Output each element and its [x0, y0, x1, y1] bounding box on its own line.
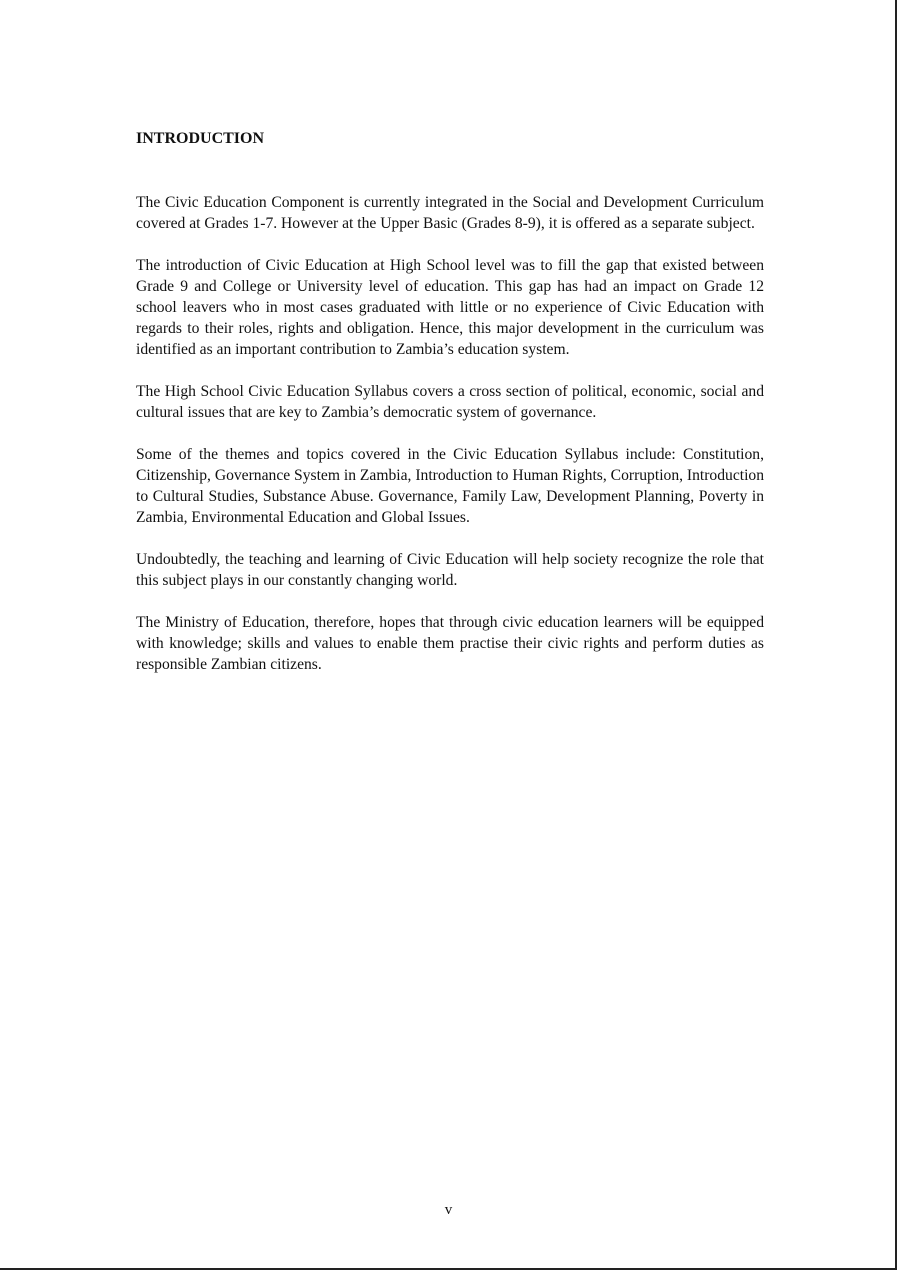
paragraph-2: The introduction of Civic Education at High School level was to fill the gap that existed between Grade 9 and College or University level of education. This gap has had an impact on Grade 12 school leavers who in most cases graduated with little or no experience of Civic Education with regards to their roles, rights and obligation. Hence, this major development in the curriculum was identified as an important contribution to Zambia’s education system. [136, 257, 764, 358]
section-heading: INTRODUCTION [136, 130, 265, 147]
page-content [136, 128, 764, 696]
paragraph-6: The Ministry of Education, therefore, hopes that through civic education learners will be equipped with knowledge; skills and values to enable them practise their civic rights and perform duties as responsible Zambian citizens. [136, 614, 764, 673]
page-number: v [444, 1202, 453, 1218]
paragraph-5: Undoubtedly, the teaching and learning of Civic Education will help society recognize the role that this subject plays in our constantly changing world. [136, 551, 764, 589]
paragraph-1: The Civic Education Component is currently integrated in the Social and Development Curriculum covered at Grades 1-7. However at the Upper Basic (Grades 8-9), it is offered as a separate subject. [136, 194, 764, 232]
paragraph-3: The High School Civic Education Syllabus covers a cross section of political, economic, social and cultural issues that are key to Zambia’s democratic system of governance. [136, 383, 764, 421]
paragraph-4: Some of the themes and topics covered in the Civic Education Syllabus include: Constitution, Citizenship, Governance System in Zambia, Introduction to Human Rights, Corruption, Introduction to Cultural Studies, Substance Abuse. Governance, Family Law, Development Planning, Poverty in Zambia, Environmental Education and Global Issues. [136, 446, 764, 526]
